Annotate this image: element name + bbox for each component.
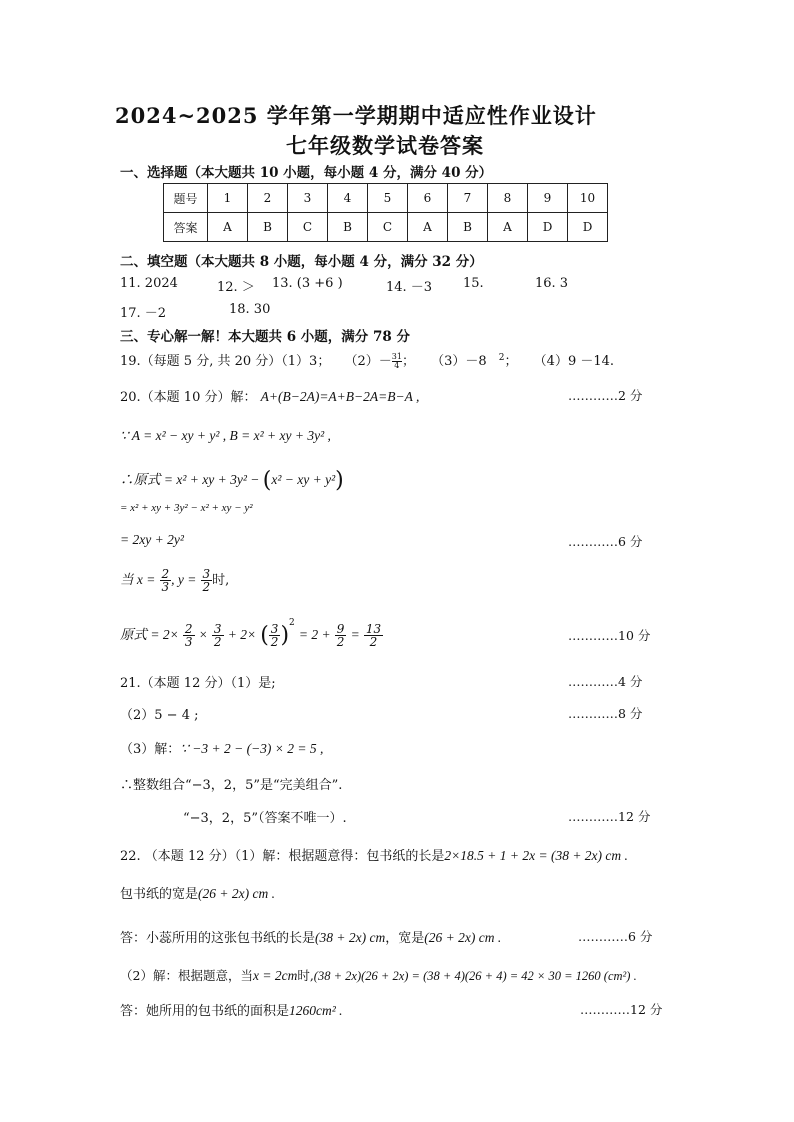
- q19-part3-sup: 2: [498, 352, 505, 363]
- answer-q18: 18. 30: [229, 302, 271, 317]
- q22-text: 时,: [297, 968, 314, 983]
- fraction: [269, 623, 281, 648]
- q21-line5: “−3，2，5”（答案不唯一）.: [183, 811, 347, 826]
- q20-lead: 20.（本题 10 分）解：: [120, 390, 257, 405]
- answer-q11: 11. 2024: [120, 276, 178, 291]
- table-cell: 5: [368, 184, 408, 213]
- q22-expression: x = 2cm: [252, 968, 298, 983]
- score-marker: …………8 分: [568, 706, 643, 721]
- q21-line2: （2）5 − 4 ;: [120, 708, 199, 723]
- right-paren: ): [335, 468, 344, 493]
- table-cell: 1: [208, 184, 248, 213]
- q22-expression: (38 + 2x) cm: [315, 930, 386, 945]
- q20-text: , y =: [171, 572, 197, 587]
- fraction-denominator: 2: [213, 635, 222, 649]
- q20-expression: x² − xy + y²: [271, 472, 336, 487]
- table-cell: B: [248, 213, 288, 242]
- answer-q13: 13. (3 +6 ): [272, 276, 343, 291]
- q19-part3-end: ；: [504, 354, 518, 369]
- answer-q15: 15.: [463, 276, 484, 291]
- q22-expression: 2×18.5 + 1 + 2x = (38 + 2x) cm .: [444, 848, 628, 863]
- q20-line3: [120, 468, 344, 493]
- q19-part3: （3）－8: [431, 354, 487, 369]
- q22-text: 22. （本题 12 分）（1）解：根据题意得：包书纸的长是: [120, 849, 445, 864]
- table-row-numbers: [164, 184, 608, 213]
- fraction: [392, 353, 402, 370]
- fraction: [364, 623, 383, 648]
- right-paren: ): [280, 623, 290, 648]
- table-header-cell: 答案: [164, 213, 208, 242]
- q19-part4: （4）9 －14.: [533, 354, 615, 369]
- fraction: [335, 623, 347, 648]
- fraction-numerator: 2: [184, 622, 193, 636]
- score-marker: …………4 分: [568, 674, 643, 689]
- score-marker: …………12 分: [580, 1002, 663, 1017]
- q22-line3: [120, 927, 501, 946]
- fraction-denominator: 2: [369, 635, 378, 649]
- table-header-cell: 题号: [164, 184, 208, 213]
- q22-text: 包书纸的宽是: [120, 887, 199, 902]
- score-marker: …………12 分: [568, 809, 651, 824]
- q21-line1: 21.（本题 12 分）（1）是;: [120, 676, 276, 691]
- table-cell: 8: [488, 184, 528, 213]
- q20-line7: [120, 618, 383, 648]
- q20-text: = 2 +: [298, 627, 331, 642]
- table-cell: C: [368, 213, 408, 242]
- q20-line4: = x² + xy + 3y² − x² + xy − y²: [120, 502, 253, 514]
- q20-given: ∵ A = x² − xy + y² , B = x² + xy + 3y² ,: [120, 428, 331, 443]
- fraction-numerator: 2: [161, 567, 170, 581]
- title-line-2: 七年级数学试卷答案: [286, 133, 484, 158]
- table-cell: 7: [448, 184, 488, 213]
- fraction: [212, 623, 224, 648]
- table-cell: 3: [288, 184, 328, 213]
- score-marker: …………6 分: [568, 534, 643, 549]
- section2-heading: 二、填空题（本大题共 8 小题，每小题 4 分，满分 32 分）: [120, 254, 483, 270]
- table-cell: A: [488, 213, 528, 242]
- fraction-denominator: 2: [202, 580, 211, 594]
- q20-line5: = 2xy + 2y²: [120, 532, 184, 547]
- q22-expression: (26 + 2x) cm .: [198, 886, 275, 901]
- q22-text: 答：她所用的包书纸的面积是: [120, 1004, 290, 1019]
- fraction: [160, 568, 172, 593]
- q19-part2-end: ；: [401, 354, 415, 369]
- left-paren: (: [262, 468, 272, 493]
- q22-line2: [120, 883, 275, 902]
- score-marker: …………6 分: [578, 929, 653, 944]
- score-marker: …………10 分: [568, 628, 651, 643]
- answer-table: [163, 183, 608, 242]
- q20-text: 时,: [212, 573, 230, 588]
- fraction-denominator: 3: [161, 580, 170, 594]
- q21-expression: ∵ −3 + 2 − (−3) × 2 = 5 ,: [180, 741, 324, 756]
- q21-text: （3）解：: [120, 742, 181, 757]
- table-cell: A: [208, 213, 248, 242]
- table-cell: 4: [328, 184, 368, 213]
- q20-line1: [120, 386, 419, 405]
- fraction-denominator: 4: [394, 361, 400, 370]
- fraction-numerator: 3: [270, 622, 279, 636]
- fraction-denominator: 3: [184, 635, 193, 649]
- fraction: [201, 568, 213, 593]
- q20-text: 原式 = 2×: [120, 627, 179, 642]
- fraction-numerator: 3: [213, 622, 222, 636]
- section1-heading: 一、选择题（本大题共 10 小题，每小题 4 分，满分 40 分）: [120, 165, 493, 181]
- fraction-denominator: 2: [336, 635, 345, 649]
- q22-line5: [120, 1000, 343, 1019]
- table-cell: 6: [408, 184, 448, 213]
- fraction-denominator: 2: [270, 635, 279, 649]
- q22-line1: [120, 845, 628, 864]
- exponent: 2: [289, 618, 295, 628]
- section3-heading: 三、专心解一解！本大题共 6 小题，满分 78 分: [120, 329, 410, 345]
- q22-expression: (26 + 2x) cm .: [424, 930, 502, 945]
- table-cell: B: [328, 213, 368, 242]
- q19-part2: （2）－: [344, 354, 392, 369]
- fraction-numerator: 3: [202, 567, 211, 581]
- q20-expression: A+(B−2A)=A+B−2A=B−A ,: [260, 389, 420, 404]
- q20-expression: ∴原式 = x² + xy + 3y² −: [120, 472, 263, 487]
- q20-text: + 2×: [227, 627, 257, 642]
- table-cell: 2: [248, 184, 288, 213]
- table-cell: C: [288, 213, 328, 242]
- q19-lead: 19.（每题 5 分, 共 20 分）（1）3；: [120, 354, 331, 369]
- q22-line4: [120, 966, 637, 984]
- answer-q19: [120, 350, 614, 370]
- q22-text: 答：小蕊所用的这张包书纸的长是: [120, 931, 316, 946]
- table-cell: D: [528, 213, 568, 242]
- table-cell: D: [568, 213, 608, 242]
- fraction: [183, 623, 195, 648]
- table-cell: B: [448, 213, 488, 242]
- q21-line4: ∴整数组合“−3，2，5”是“完美组合”.: [120, 778, 343, 793]
- q22-text: （2）解：根据题意，当: [120, 968, 253, 983]
- q20-line6: [120, 568, 229, 593]
- q20-text: ×: [198, 627, 208, 642]
- q22-expression: (38 + 2x)(26 + 2x) = (38 + 4)(26 + 4) = 42 × 30 = 1260 (cm²) .: [313, 969, 637, 983]
- table-row-answers: [164, 213, 608, 242]
- answer-q12: 12. ＞: [217, 280, 255, 295]
- q20-text: =: [350, 627, 360, 642]
- q22-text: ，宽是: [385, 931, 425, 946]
- answer-q14: 14. －3: [386, 280, 433, 295]
- q20-text: 当 x =: [120, 572, 156, 587]
- q21-line3: [120, 738, 323, 757]
- table-cell: A: [408, 213, 448, 242]
- table-cell: 9: [528, 184, 568, 213]
- q22-expression: 1260cm² .: [289, 1003, 343, 1018]
- score-marker: …………2 分: [568, 388, 643, 403]
- left-paren: (: [260, 623, 269, 648]
- title-line-1: 2024~2025 学年第一学期期中适应性作业设计: [115, 103, 597, 128]
- fraction-numerator: 9: [336, 622, 345, 636]
- fraction-numerator: 31: [391, 352, 402, 361]
- fraction-numerator: 13: [365, 622, 382, 636]
- table-cell: 10: [568, 184, 608, 213]
- answer-q17: 17. －2: [120, 306, 167, 321]
- answer-q16: 16. 3: [535, 276, 569, 291]
